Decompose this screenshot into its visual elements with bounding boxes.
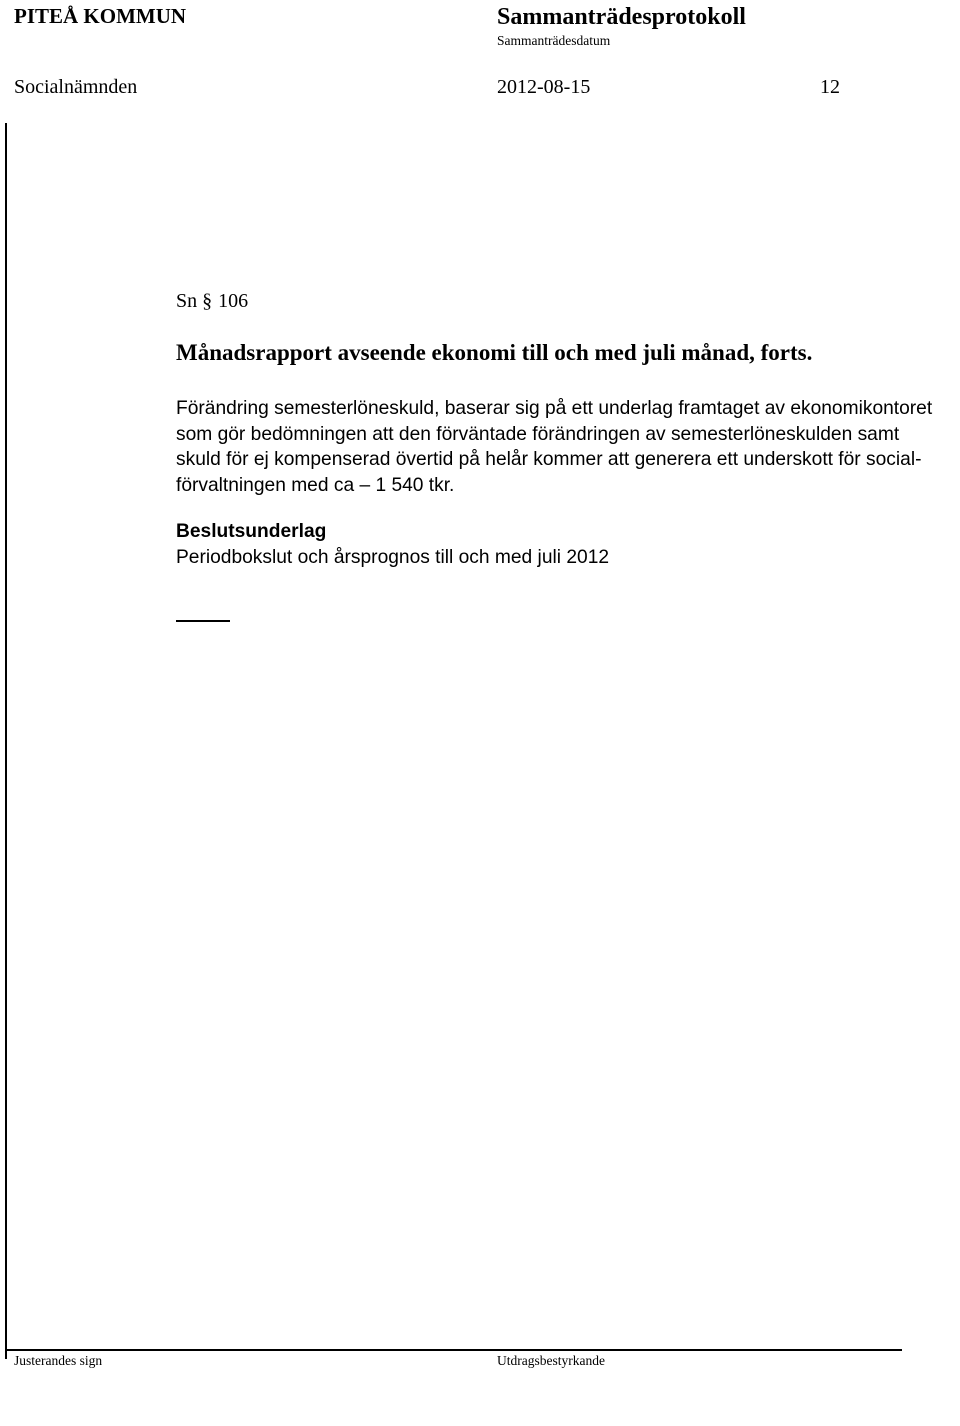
section-end-rule bbox=[176, 620, 230, 622]
section-prefix: Sn bbox=[176, 290, 198, 312]
section-number: 106 bbox=[218, 290, 249, 312]
body-line: som gör bedömningen att den förväntade förändringen av semesterlöneskulden samt bbox=[176, 423, 900, 445]
org-name: PITEÅ KOMMUN bbox=[14, 4, 187, 28]
page-number: 12 bbox=[820, 76, 840, 98]
left-margin-rule bbox=[5, 123, 7, 1359]
body-line: förvaltningen med ca – 1 540 tkr. bbox=[176, 474, 455, 496]
section-heading: Månadsrapport avseende ekonomi till och med juli månad, forts. bbox=[176, 340, 813, 365]
body-paragraph bbox=[176, 396, 960, 498]
date-label: Sammanträdesdatum bbox=[497, 33, 611, 48]
body-line: Förändring semesterlöneskuld, baserar sig på ett underlag framtaget av ekonomikontoret bbox=[176, 398, 933, 419]
decision-basis-heading: Beslutsunderlag bbox=[176, 521, 327, 542]
meeting-date: 2012-08-15 bbox=[497, 76, 591, 98]
paragraph-sign: § bbox=[202, 290, 213, 312]
committee-name: Socialnämnden bbox=[14, 76, 138, 98]
doc-title: Sammanträdesprotokoll bbox=[497, 4, 746, 30]
footer-rule bbox=[5, 1349, 902, 1351]
decision-basis-text: Periodbokslut och årsprognos till och med juli 2012 bbox=[176, 547, 610, 568]
footer-justerandes-sign: Justerandes sign bbox=[14, 1353, 103, 1368]
footer-utdragsbestyrkande: Utdragsbestyrkande bbox=[497, 1353, 605, 1368]
body-line: skuld för ej kompenserad övertid på helår kommer att generera ett underskott för social- bbox=[176, 449, 922, 471]
section-reference bbox=[176, 290, 248, 313]
